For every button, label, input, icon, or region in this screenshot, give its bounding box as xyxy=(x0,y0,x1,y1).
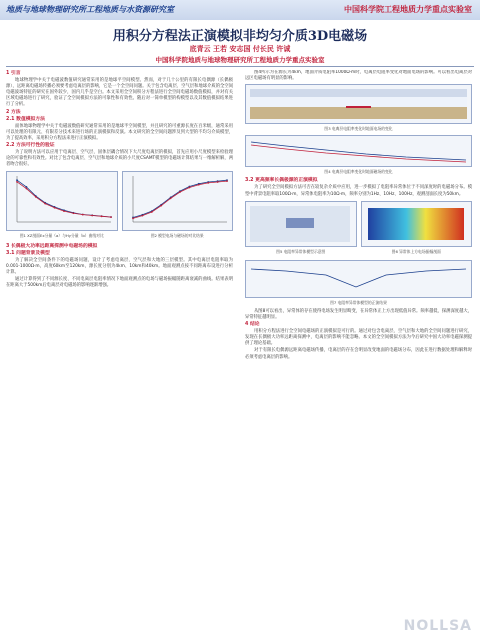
line-chart-1 xyxy=(7,172,115,230)
data-point xyxy=(110,217,112,219)
data-point xyxy=(35,196,37,198)
data-point xyxy=(216,182,218,184)
paragraph: 为了解决全空间条件下的电磁场问题，设计了考虑电离层、空气层和大地的三层模型。其中电离层电阻率取为0.001-1000Ω·m，高度60km至120km，源长度分别为4km、10km和40km。地面观测点按不同距离布设进行分析计算。 xyxy=(6,257,233,275)
paragraph: 用积分方程法进行全空间电磁场的正演模拟是可行的。通过对包含电离层、空气层和大地的全空间问题进行研究，发现在长偶极大功率远距离探测中，电离层的影响不能忽略。本文的全空间模拟方法为今后研究中国大功率电磁探测提供了理论基础。 xyxy=(245,329,472,347)
forward-result-plot xyxy=(246,261,471,297)
banner-left-text: 地质与地球物理研究所工程地质与水资源研究室 xyxy=(6,5,174,14)
figure-caption: 图7 电阻率异常体模型的正演结果 xyxy=(330,299,387,305)
figure-4 xyxy=(245,135,472,167)
paragraph: 为了研究全空间模拟方法可否在较复杂介质中应用，进一步模拟了电阻率异常体位于不同深度时的电磁场分布。模型中背景电阻率取100Ω·m，异常体电阻率为10Ω·m，频率分别为1Hz、10Hz、100Hz，观测剖面长度为50km。 xyxy=(245,185,472,197)
figure-caption: 图1 XZ剖面Ex分量（a）与Hy分量（b）曲线对比 xyxy=(19,233,104,239)
paragraph: 图4所示为在源长为4km，地面介质电阻率1000Ω·m时，电离层电阻率变化对地面电场的影响。可以看出电离层对远区电磁场有明显的影响。 xyxy=(245,70,472,82)
data-point xyxy=(54,207,56,209)
data-point xyxy=(160,205,162,207)
section-heading: 1 引言 xyxy=(6,71,21,76)
figure-caption: 图3 电离层电阻率变化时地面电场的变化 xyxy=(324,126,393,132)
author-list: 底青云 王若 安志国 付长民 许诚 xyxy=(189,45,291,53)
chart-axes xyxy=(133,176,227,222)
section-heading: 3 长偶极大功率远距离探测中电磁场的模拟 xyxy=(6,243,98,249)
line-chart-2 xyxy=(123,172,231,230)
field-curve-plot xyxy=(246,136,471,166)
paragraph: 地球物理学中关于电磁波数值研究通常采用的是地球平空间模型。然而，对于几十公里的有限长电偶源（长偶极源），远距离电磁场传播必须要考虑电离层的影响，它是一个全空间问题。关于包含电离层、空气层和地球介质的全空间电磁波场特征的研究在国外较少，国内几乎是空白。本文采用全空间积分方程法进行全空间电磁场数值模拟，并对有关区域电磁场进行了研究，验证了全空间模拟方法的可靠性和有效性。随后对一简单模型的构模型以及其数值模拟结果进行了分析。 xyxy=(6,78,233,108)
paragraph: 对于有限长电偶源远距离电磁场传播，电离层的存在会明显改变地面的电磁场分布，因此在进行数据处理和解释时必须考虑电离层的影响。 xyxy=(245,348,472,360)
watermark: NOLLSA xyxy=(403,618,472,634)
data-point xyxy=(150,212,152,214)
chart-axes xyxy=(17,176,111,222)
subsection-heading: 3.2 更高频率长偶极源的正演模拟 xyxy=(245,178,318,184)
figure-1 xyxy=(6,171,118,231)
paragraph: 从图8可以看出，异常体的存在使得电场发生明显畸变，在异常体正上方出现低值异常。频率越低，探测深度越大，异常特征越明显。 xyxy=(245,308,472,320)
data-point xyxy=(179,192,181,194)
earth-layer xyxy=(250,107,467,119)
figure-7 xyxy=(245,260,472,298)
section-heading: 4 结论 xyxy=(245,322,260,328)
data-point xyxy=(16,181,18,183)
paragraph: 通过计算得到了不同源长度、不同电离层电阻率情况下地面观测点的电场与磁场振幅随距离衰减的曲线。结果表明在距离大于500km后电离层对电磁场的影响逐渐增强。 xyxy=(6,276,233,289)
data-point xyxy=(132,218,134,220)
right-column xyxy=(245,70,472,636)
figure-caption: 图4 电离层电阻率变化时地面磁场的变化 xyxy=(324,169,393,175)
data-point xyxy=(226,181,228,183)
data-point xyxy=(207,182,209,184)
section-heading: 2 方法 xyxy=(6,109,21,115)
anomaly-model-diagram xyxy=(246,202,354,246)
data-point xyxy=(169,198,171,200)
data-point xyxy=(73,213,75,215)
affiliation: 中国科学院地质与地球物理研究所工程地质力学重点实验室 xyxy=(155,56,325,64)
anomaly-body xyxy=(286,218,314,228)
paragraph: 为了说明方法可以应用于电离层、空气层、固体层耦合情况下大尺度电离层的模拟，首先应用小尺度模型来检验理论的可靠性和有效性。对比了包含电离层、空气层和地球介质的小尺度CSAMT模型的电磁场计算结果与一维解析解，两者吻合很好。 xyxy=(6,150,233,168)
data-point xyxy=(26,188,28,190)
poster-title: 用积分方程法正演模拟非均匀介质3D电磁场 xyxy=(112,29,368,44)
data-point xyxy=(26,186,28,188)
model-diagram xyxy=(246,85,471,123)
data-point xyxy=(44,203,46,205)
profile-curve xyxy=(251,269,466,287)
figure-3 xyxy=(245,84,472,124)
data-point xyxy=(141,215,143,217)
subsection-heading: 2.1 数值模拟方法 xyxy=(6,116,45,122)
figure-row xyxy=(6,169,233,242)
ionosphere-layer xyxy=(250,89,467,97)
data-point xyxy=(101,216,103,218)
data-point xyxy=(16,180,18,182)
figure-6 xyxy=(361,201,473,247)
paragraph: 面体地球物理学中关于电磁波数值研究通常采用的是地球半空间模型，并且研究的可重源长度在百米级，通常采用可以处理的有限元、有限差分技术来进行场的正演模拟和反演。本文研究的全空间问题涉及到大型的不均匀介质模型，为了提高效率，采用积分方程法来进行正演模拟。 xyxy=(6,123,233,141)
figure-caption: 图2 模型电场与磁场的对比结果 xyxy=(150,233,204,239)
data-point xyxy=(63,211,65,213)
subsection-heading: 3.1 问题背景及模型 xyxy=(6,250,50,256)
figure-2 xyxy=(122,171,234,231)
data-point xyxy=(188,187,190,189)
left-column xyxy=(6,70,233,636)
figure-row xyxy=(245,199,472,258)
data-point xyxy=(91,215,93,217)
curve-1 xyxy=(251,142,466,160)
air-layer xyxy=(250,97,467,107)
banner-right-text: 中国科学院工程地质力学重点实验室 xyxy=(344,5,472,14)
figure-5 xyxy=(245,201,357,247)
heatmap-plot xyxy=(362,202,470,246)
heatmap-field xyxy=(368,208,464,240)
title-divider xyxy=(6,66,474,67)
figure-caption: 图6 异常体上方电场振幅剖面 xyxy=(391,248,441,254)
header-banner xyxy=(0,0,480,20)
data-point xyxy=(82,214,84,216)
figure-caption: 图5 电阻率异常体模型示意图 xyxy=(276,248,326,254)
subsection-heading: 2.2 方法可行性的验证 xyxy=(6,143,55,149)
data-point xyxy=(197,184,199,186)
series-line-0 xyxy=(133,181,227,218)
